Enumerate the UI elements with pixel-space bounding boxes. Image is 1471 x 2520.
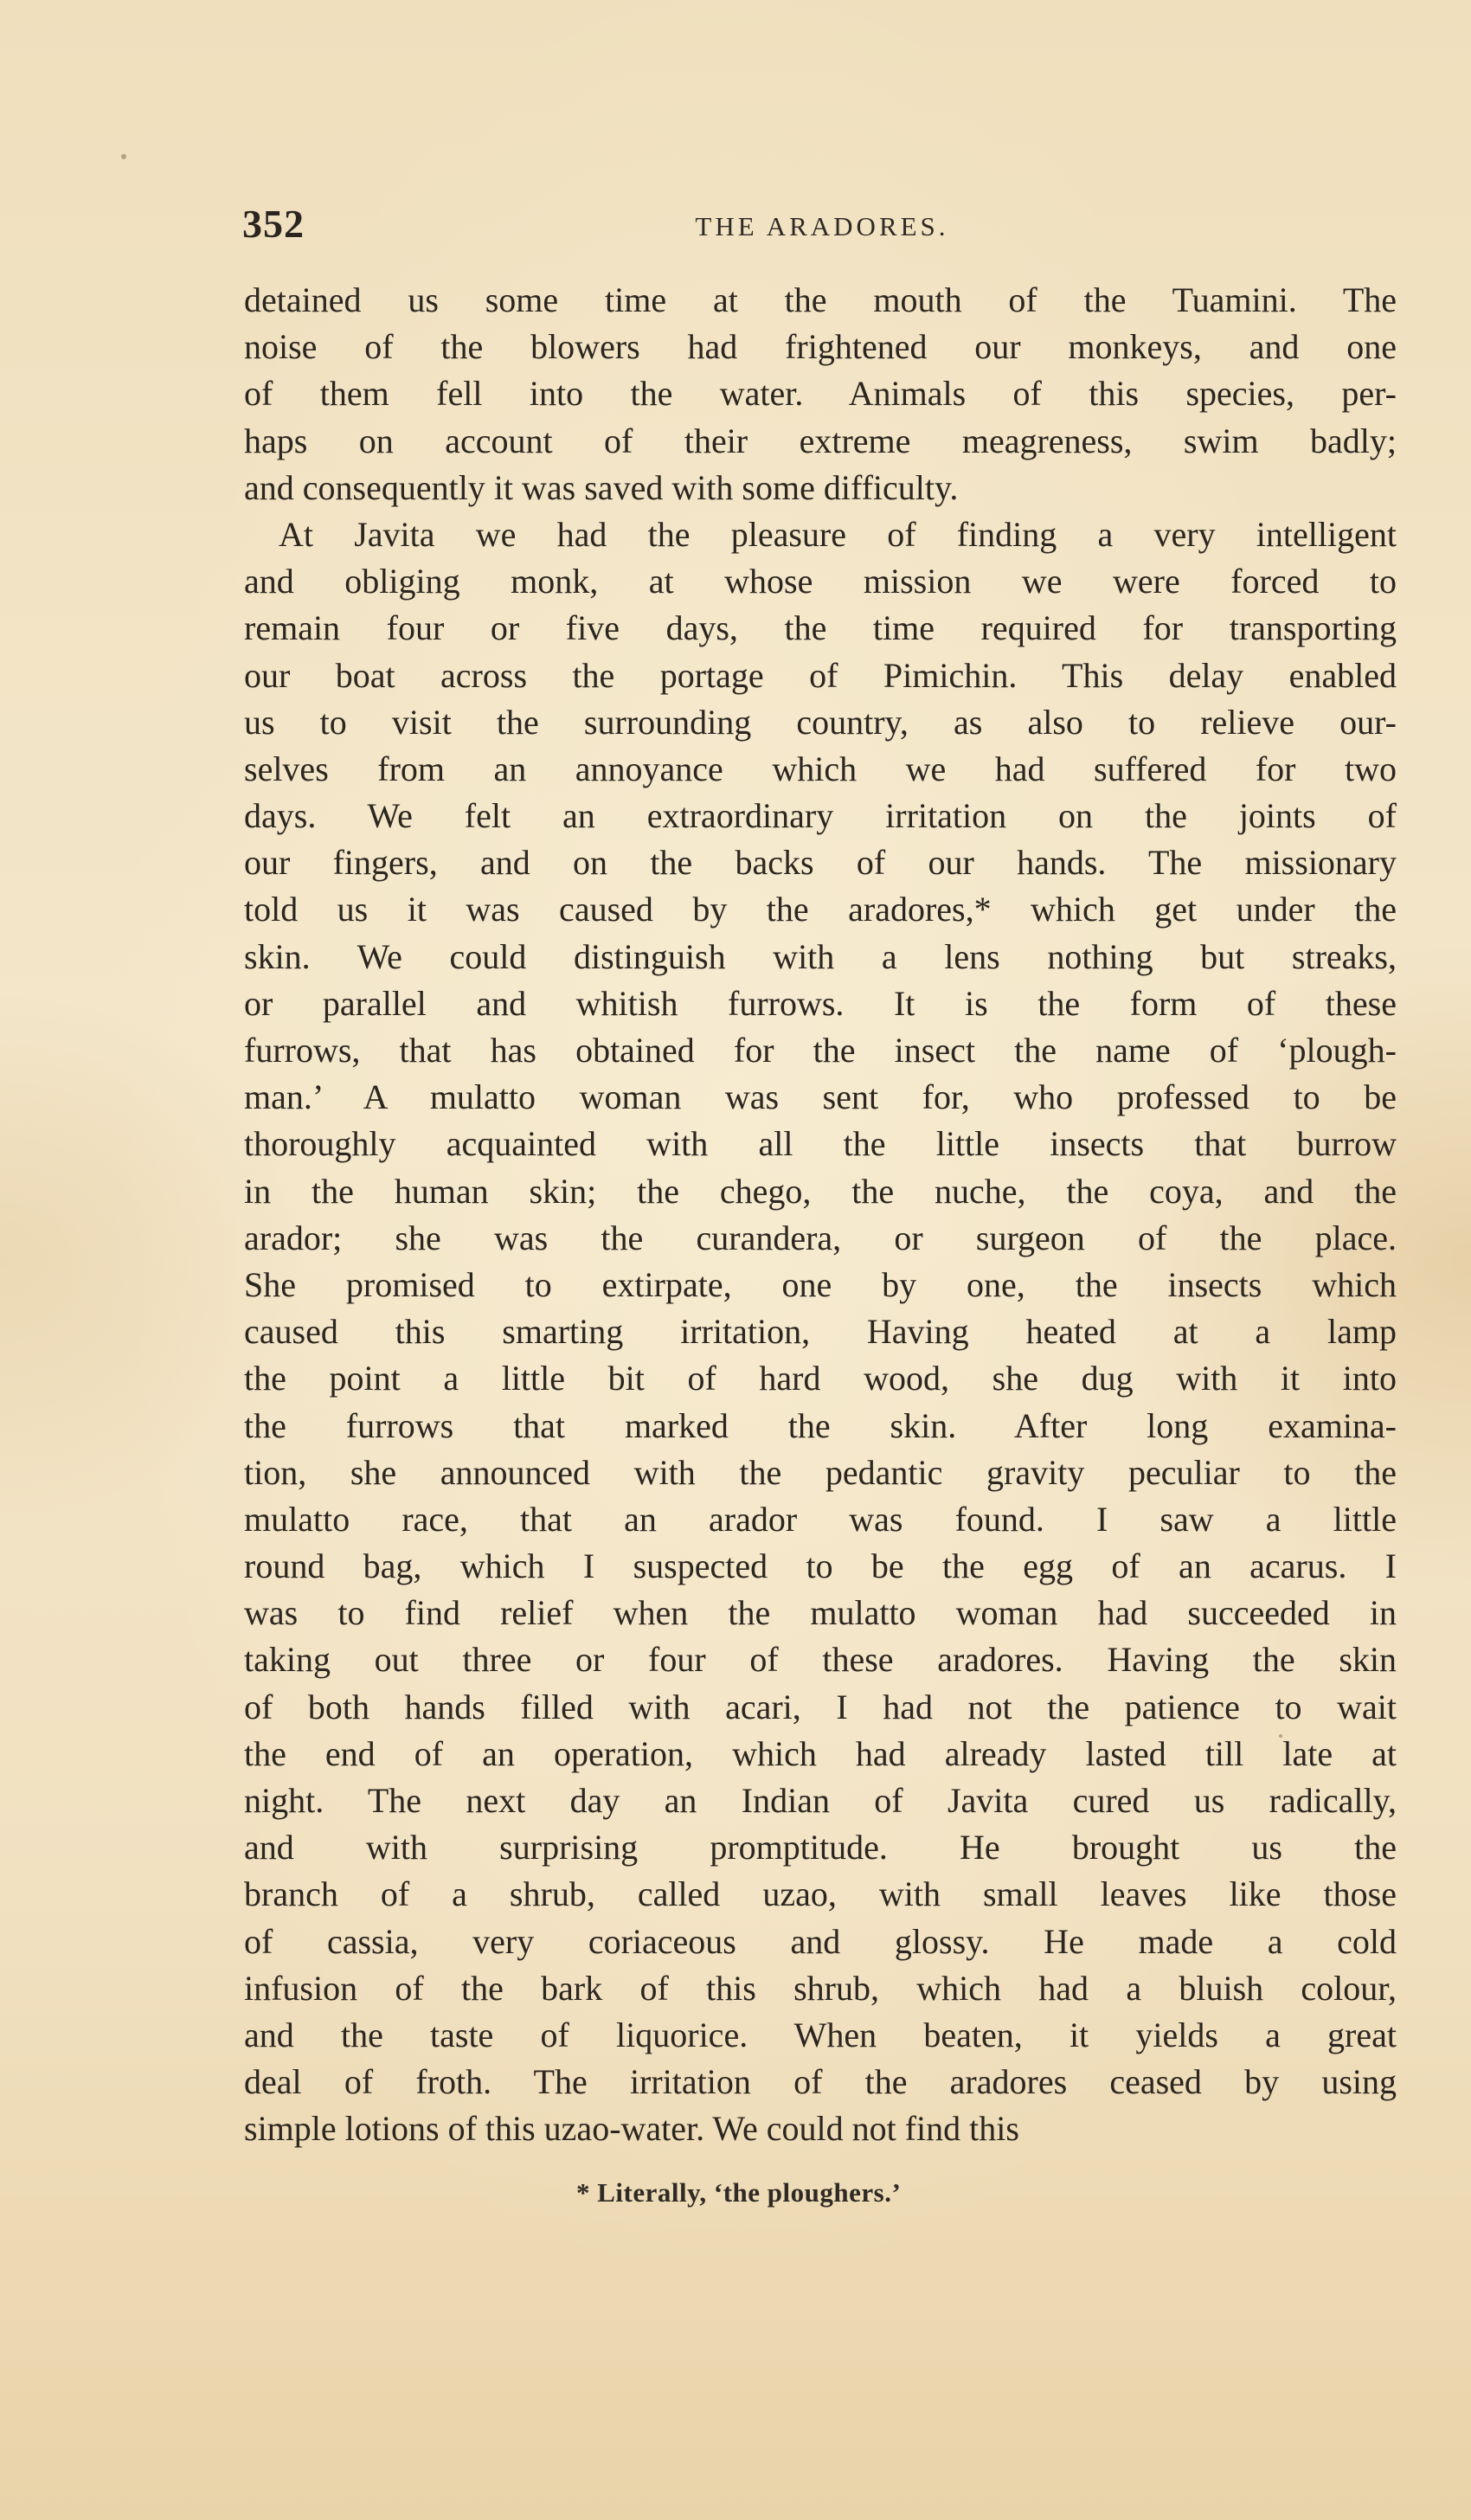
text-line: us to visit the surrounding country, as also to relieve our- — [244, 702, 1397, 742]
text-line: detained us some time at the mouth of the Tuamini. The — [244, 280, 1397, 319]
text-line: arador; she was the curandera, or surgeon of the place. — [244, 1218, 1397, 1257]
text-line: furrows, that has obtained for the insect the name of ‘plough- — [244, 1031, 1397, 1070]
text-line: the end of an operation, which had already lasted till late at — [244, 1733, 1397, 1773]
text-line: round bag, which I suspected to be the egg of an acarus. I — [244, 1546, 1397, 1586]
text-line: branch of a shrub, called uzao, with small leaves like those — [244, 1874, 1397, 1914]
text-line: the point a little bit of hard wood, she dug with it into — [244, 1359, 1397, 1398]
text-line: and consequently it was saved with some difficulty. — [244, 467, 959, 507]
text-line: man.’ A mulatto woman was sent for, who professed to be — [244, 1077, 1397, 1117]
text-line: haps on account of their extreme meagreness, swim badly; — [244, 421, 1397, 460]
text-line: our boat across the portage of Pimichin. This delay enabled — [244, 655, 1397, 695]
page-number: 352 — [242, 202, 305, 246]
text-line: taking out three or four of these aradores. Having the skin — [244, 1640, 1397, 1680]
text-line: tion, she announced with the pedantic gravity peculiar to the — [244, 1452, 1397, 1492]
text-line: night. The next day an Indian of Javita cured us radically, — [244, 1781, 1397, 1820]
text-line: infusion of the bark of this shrub, which had a bluish colour, — [244, 1968, 1397, 2008]
footnote: * Literally, ‘the ploughers.’ — [576, 2177, 902, 2208]
text-line: and with surprising promptitude. He brought us the — [244, 1828, 1397, 1868]
text-line: mulatto race, that an arador was found. I saw a little — [244, 1499, 1397, 1539]
text-line: was to find relief when the mulatto woman had succeeded in — [244, 1593, 1397, 1633]
text-line: of both hands filled with acari, I had not the patience to wait — [244, 1687, 1397, 1726]
text-line: and the taste of liquorice. When beaten, it yields a great — [244, 2015, 1397, 2054]
text-line: caused this smarting irritation, Having heated at a lamp — [244, 1312, 1397, 1352]
page-header — [242, 201, 1402, 253]
text-line: She promised to extirpate, one by one, the insects which — [244, 1264, 1397, 1304]
text-line: the furrows that marked the skin. After long examina- — [244, 1405, 1397, 1445]
running-head: THE ARADORES. — [695, 211, 949, 241]
text-line: skin. We could distinguish with a lens nothing but streaks, — [244, 936, 1397, 976]
text-line: our fingers, and on the backs of our hands. The missionary — [244, 843, 1397, 883]
text-line: or parallel and whitish furrows. It is the form of these — [244, 983, 1397, 1023]
text-line: in the human skin; the chego, the nuche, the coya, and the — [244, 1171, 1397, 1211]
text-line: At Javita we had the pleasure of finding a very intelligent — [279, 514, 1397, 554]
text-line: of them fell into the water. Animals of this species, per- — [244, 374, 1397, 414]
body-text — [244, 277, 1397, 2153]
text-line: told us it was caused by the aradores,* which get under the — [244, 890, 1397, 929]
paper-speck — [121, 154, 126, 159]
text-line: days. We felt an extraordinary irritation on the joints of — [244, 796, 1397, 836]
text-line: remain four or five days, the time required for transporting — [244, 608, 1397, 648]
text-line: simple lotions of this uzao-water. We could not find this — [244, 2109, 1019, 2149]
text-line: of cassia, very coriaceous and glossy. He made a cold — [244, 1921, 1397, 1961]
text-line: deal of froth. The irritation of the aradores ceased by using — [244, 2062, 1397, 2102]
text-line: selves from an annoyance which we had suffered for two — [244, 749, 1397, 788]
text-line: thoroughly acquainted with all the little insects that burrow — [244, 1124, 1397, 1164]
text-line: noise of the blowers had frightened our monkeys, and one — [244, 327, 1397, 367]
text-line: and obliging monk, at whose mission we were forced to — [244, 562, 1397, 601]
